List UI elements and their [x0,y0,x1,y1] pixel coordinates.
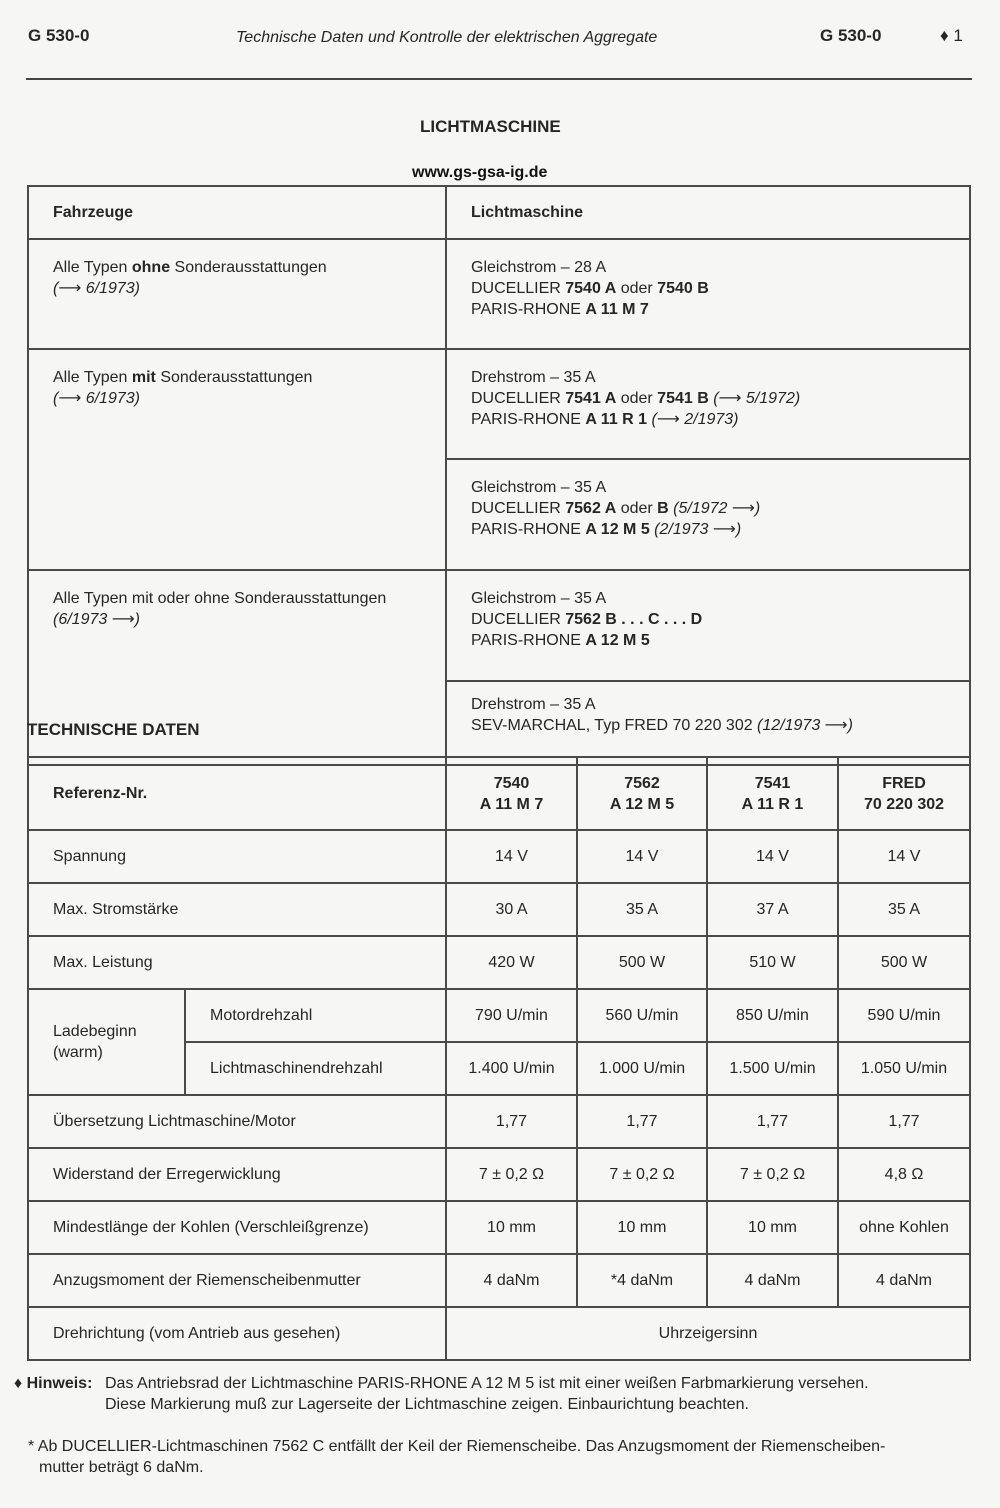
alternator-cell: Gleichstrom – 28 A DUCELLIER 7540 A oder 7540 B PARIS-RHONE A 11 M 7 [446,239,970,349]
table-cell: ohne Kohlen [838,1201,970,1254]
table-cell: 10 mm [446,1201,577,1254]
header-vehicles: Fahrzeuge [28,186,446,239]
row-label: Max. Stromstärke [28,883,446,936]
doc-code-right: G 530-0 [820,26,882,45]
table-cell: 510 W [707,936,838,989]
table-cell: 1,77 [577,1095,707,1148]
row-label: Drehrichtung (vom Antrieb aus gesehen) [28,1307,446,1360]
table-cell: 1.000 U/min [577,1042,707,1095]
table-cell: 4 daNm [446,1254,577,1307]
table-cell: 7 ± 0,2 Ω [707,1148,838,1201]
hint-line-2: Diese Markierung muß zur Lagerseite der Lichtmaschine zeigen. Einbaurichtung beachten. [105,1396,749,1413]
table-cell: 790 U/min [446,989,577,1042]
vehicle-cell: Alle Typen ohne Sonderausstattungen (⟶ 6/1973) [28,239,446,349]
row-label-ladebeginn: Ladebeginn (warm) [28,989,185,1095]
table-cell: 7 ± 0,2 Ω [577,1148,707,1201]
row-label: Max. Leistung [28,936,446,989]
table-row [28,570,970,681]
table-cell: 4 daNm [838,1254,970,1307]
table-cell: 10 mm [707,1201,838,1254]
doc-code-left: G 530-0 [28,26,90,45]
document-title: Technische Daten und Kontrolle der elektrischen Aggregate [236,29,658,46]
table-cell: 14 V [577,830,707,883]
hint-label: ♦ Hinweis: [14,1375,93,1392]
table-row [28,830,970,883]
header-reference-number: Referenz-Nr. [28,757,446,830]
header-col-7540: 7540 A 11 M 7 [446,757,577,830]
header-col-fred: FRED 70 220 302 [838,757,970,830]
table-row [28,1095,970,1148]
table-cell: 1,77 [446,1095,577,1148]
row-label: Übersetzung Lichtmaschine/Motor [28,1095,446,1148]
table-row [28,989,970,1042]
row-label: Mindestlänge der Kohlen (Verschleißgrenze) [28,1201,446,1254]
table-cell: 560 U/min [577,989,707,1042]
row-label: Anzugsmoment der Riemenscheibenmutter [28,1254,446,1307]
table-row [28,1201,970,1254]
table-cell: 590 U/min [838,989,970,1042]
table-row [28,349,970,459]
table-cell: 7 ± 0,2 Ω [446,1148,577,1201]
table-cell: 500 W [577,936,707,989]
table-cell: 1,77 [707,1095,838,1148]
header-col-7541: 7541 A 11 R 1 [707,757,838,830]
alternator-cell: Gleichstrom – 35 A DUCELLIER 7562 B . . . C . . . D PARIS-RHONE A 12 M 5 [446,570,970,681]
alternator-cell: Drehstrom – 35 A DUCELLIER 7541 A oder 7541 B (⟶ 5/1972) PARIS-RHONE A 11 R 1 (⟶ 2/1973) [446,349,970,459]
table-row [28,1254,970,1307]
table-row [28,239,970,349]
table-cell: 1.050 U/min [838,1042,970,1095]
section-title-technische-daten: TECHNISCHE DATEN [27,720,200,739]
table-cell: 4 daNm [707,1254,838,1307]
table-cell: 10 mm [577,1201,707,1254]
page-number: ♦ 1 [940,26,963,45]
table-cell: 14 V [446,830,577,883]
header-col-7562: 7562 A 12 M 5 [577,757,707,830]
table-cell: 14 V [707,830,838,883]
table-cell: 14 V [838,830,970,883]
alternator-cell: Drehstrom – 35 A SEV-MARCHAL, Typ FRED 70 220 302 (12/1973 ⟶) [446,681,970,765]
table-cell: 1.500 U/min [707,1042,838,1095]
table-cell: 4,8 Ω [838,1148,970,1201]
hint-line-1: Das Antriebsrad der Lichtmaschine PARIS-RHONE A 12 M 5 ist mit einer weißen Farbmarkierung versehen. [105,1375,869,1392]
table-cell: 500 W [838,936,970,989]
table-cell: 35 A [838,883,970,936]
table-row [28,1307,970,1360]
table-cell: 850 U/min [707,989,838,1042]
website-link[interactable]: www.gs-gsa-ig.de [412,164,548,181]
header-rule [26,78,972,80]
table-row [28,936,970,989]
row-label: Spannung [28,830,446,883]
table-row [28,1148,970,1201]
header-alternator: Lichtmaschine [446,186,970,239]
alternator-vehicle-table [27,185,971,766]
row-label: Widerstand der Erregerwicklung [28,1148,446,1201]
alternator-cell: Gleichstrom – 35 A DUCELLIER 7562 A oder B (5/1972 ⟶) PARIS-RHONE A 12 M 5 (2/1973 ⟶) [446,459,970,570]
table-header-row [28,186,970,239]
vehicle-cell: Alle Typen mit Sonderausstattungen (⟶ 6/1973) [28,349,446,570]
table-row [28,883,970,936]
table-cell: Uhrzeigersinn [446,1307,970,1360]
row-sublabel: Motordrehzahl [185,989,446,1042]
table-cell: 30 A [446,883,577,936]
table-cell: 35 A [577,883,707,936]
table-cell: *4 daNm [577,1254,707,1307]
section-title-lichtmaschine: LICHTMASCHINE [420,117,561,136]
footnote-line-2: mutter beträgt 6 daNm. [39,1459,204,1476]
table-cell: 1,77 [838,1095,970,1148]
table-cell: 37 A [707,883,838,936]
table-cell: 420 W [446,936,577,989]
table-header-row [28,757,970,830]
technical-data-table [27,756,971,1361]
vehicle-cell: Alle Typen mit oder ohne Sonderausstattungen (6/1973 ⟶) [28,570,446,765]
row-sublabel: Lichtmaschinendrehzahl [185,1042,446,1095]
table-cell: 1.400 U/min [446,1042,577,1095]
footnote-line-1: * Ab DUCELLIER-Lichtmaschinen 7562 C entfällt der Keil der Riemenscheibe. Das Anzugsmoment der Riemenscheiben- [28,1438,886,1455]
